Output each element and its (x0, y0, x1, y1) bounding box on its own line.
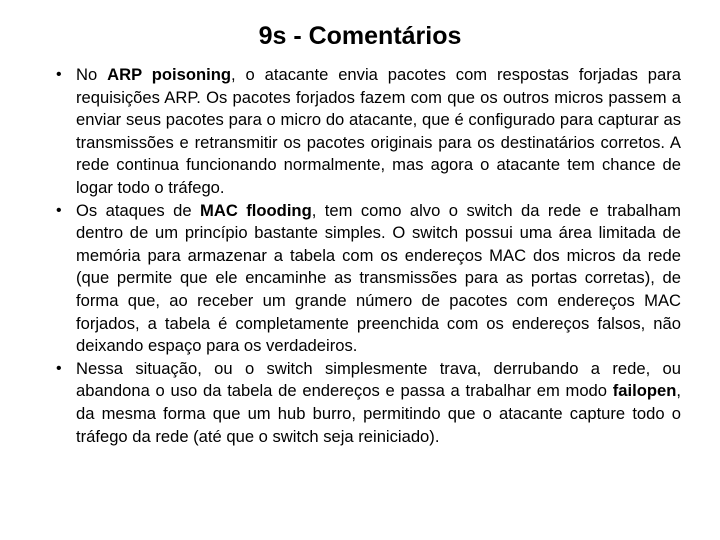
bullet-item-mac-flooding (56, 200, 681, 358)
bullet-list (56, 64, 681, 448)
bullet-bold-term: failopen (612, 381, 677, 401)
bullet-text-rest: , da mesma forma que um hub burro, permitindo que o atacante capture todo o tráfego da rede (até que o switch seja reiniciado). (76, 381, 681, 446)
bullet-item-arp-poisoning (56, 64, 681, 200)
bullet-dot-icon: • (56, 359, 62, 377)
bullet-dot-icon: • (56, 201, 62, 219)
bullet-text-rest: , o atacante envia pacotes com respostas forjadas para requisições ARP. Os pacotes forjados fazem com que os outros micros passem a enviar seus pacotes para o micro do atacante, que é configurado para capturar as transmissões e retransmitir os pacotes originais para os destinatários corretos. A rede continua funcionando normalmente, mas agora o atacante tem chance de logar todo o tráfego. (76, 65, 681, 197)
bullet-item-failopen (56, 358, 681, 448)
bullet-text-start: No (76, 65, 108, 84)
bullet-bold-term: MAC flooding (200, 200, 312, 220)
bullet-dot-icon: • (56, 66, 62, 83)
bullet-text-start: Nessa situação, ou o switch simplesmente trava, derrubando a rede, ou abandona o uso da tabela de endereços e passa a trabalhar em modo (76, 358, 681, 401)
bullet-text-start: Os ataques de (76, 200, 201, 220)
bullet-bold-term: ARP poisoning (107, 65, 232, 84)
bullet-text-rest: , tem como alvo o switch da rede e trabalham dentro de um princípio bastante simples. O switch possui uma área limitada de memória para armazenar a tabela com os endereços MAC dos micros da rede (que permite que ele encaminhe as transmissões para as portas corretas), de forma que, ao receber um grande número de pacotes com endereços MAC forjados, a tabela é completamente preenchida com os endereços falsos, não deixando espaço para os verdadeiros. (76, 200, 682, 356)
slide-title: 9s - Comentários (258, 22, 462, 50)
